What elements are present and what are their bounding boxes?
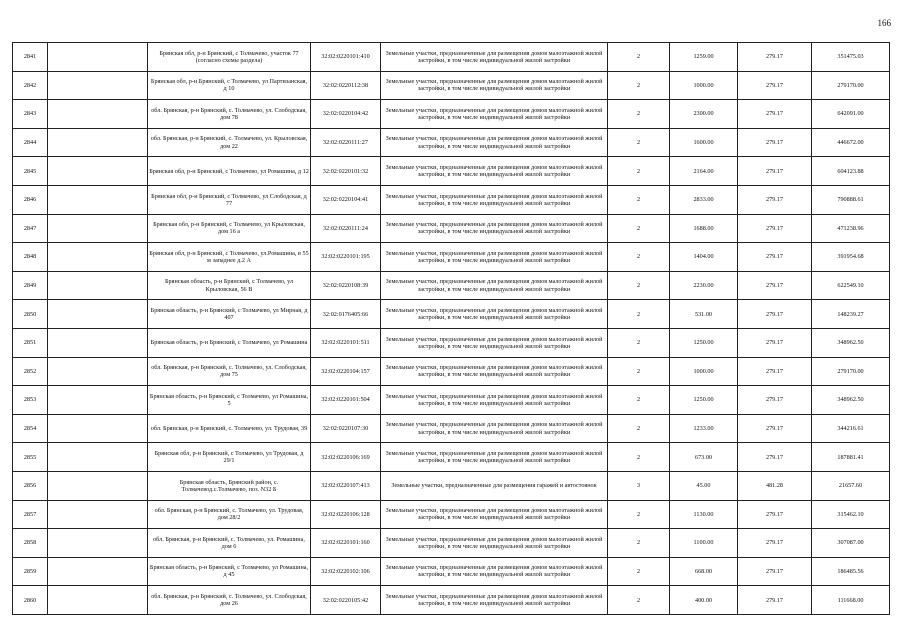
rate-cell: 279.17 xyxy=(738,557,812,586)
address-cell: Брянская обл, р-н Брянский, с Толмачево, ул Ромашина, д 12 xyxy=(148,157,311,186)
rate-cell: 279.17 xyxy=(738,71,812,100)
area-cell: 1250.00 xyxy=(670,386,738,415)
rate-cell: 279.17 xyxy=(738,128,812,157)
rate-cell: 279.17 xyxy=(738,185,812,214)
table-row xyxy=(13,414,890,443)
cadastral-cost-cell: 186485.56 xyxy=(812,557,890,586)
rate-cell: 279.17 xyxy=(738,386,812,415)
cadastral-number-cell: 32:02:0220104:157 xyxy=(311,357,381,386)
category-cell: 2 xyxy=(608,586,670,615)
table-row xyxy=(13,185,890,214)
cadastral-cost-cell: 471238.96 xyxy=(812,214,890,243)
address-cell: обл. Брянская, р-н Брянский, с. Толмачево, ул. Ромашина, дом 6 xyxy=(148,529,311,558)
row-number-cell: 2848 xyxy=(13,243,48,272)
cadastral-number-cell: 32:02:0220111:24 xyxy=(311,214,381,243)
address-cell: Брянская область, Брянский район, с. Толмачевод.с.Толмачево, поз. N32 Б xyxy=(148,471,311,500)
table-row xyxy=(13,100,890,129)
category-cell: 2 xyxy=(608,357,670,386)
land-use-cell: Земельные участки, предназначенные для размещения домов малоэтажной жилой застройки, в том числе индивидуальной жилой застройки xyxy=(381,157,608,186)
cadastral-cost-cell: 348962.50 xyxy=(812,328,890,357)
land-use-cell: Земельные участки, предназначенные для размещения домов малоэтажной жилой застройки, в том числе индивидуальной жилой застройки xyxy=(381,328,608,357)
cadastral-number-cell: 32:02:0176405:66 xyxy=(311,300,381,329)
area-cell: 1259.00 xyxy=(670,43,738,72)
rate-cell: 279.17 xyxy=(738,214,812,243)
category-cell: 2 xyxy=(608,243,670,272)
land-use-cell: Земельные участки, предназначенные для размещения домов малоэтажной жилой застройки, в том числе индивидуальной жилой застройки xyxy=(381,271,608,300)
table-row xyxy=(13,43,890,72)
empty-cell xyxy=(48,386,148,415)
cadastral-number-cell: 32:02:0220104:41 xyxy=(311,185,381,214)
row-number-cell: 2853 xyxy=(13,386,48,415)
rate-cell: 481.28 xyxy=(738,471,812,500)
address-cell: Брянская обл, р-н Брянский, с Толмачево, участок 77 (согласно схемы раздела) xyxy=(148,43,311,72)
cadastral-number-cell: 32:02:0220101:410 xyxy=(311,43,381,72)
empty-cell xyxy=(48,443,148,472)
cadastral-cost-cell: 351475.03 xyxy=(812,43,890,72)
empty-cell xyxy=(48,271,148,300)
empty-cell xyxy=(48,357,148,386)
category-cell: 2 xyxy=(608,214,670,243)
land-use-cell: Земельные участки, предназначенные для размещения домов малоэтажной жилой застройки, в том числе индивидуальной жилой застройки xyxy=(381,100,608,129)
address-cell: Брянская обл, р-н Брянский, с Толмачево, ул Партизанская, д 10 xyxy=(148,71,311,100)
row-number-cell: 2857 xyxy=(13,500,48,529)
row-number-cell: 2844 xyxy=(13,128,48,157)
rate-cell: 279.17 xyxy=(738,500,812,529)
land-use-cell: Земельные участки, предназначенные для размещения домов малоэтажной жилой застройки, в том числе индивидуальной жилой застройки xyxy=(381,443,608,472)
table-row xyxy=(13,471,890,500)
cadastral-number-cell: 32:02:0220106:169 xyxy=(311,443,381,472)
table-row xyxy=(13,500,890,529)
category-cell: 2 xyxy=(608,157,670,186)
rate-cell: 279.17 xyxy=(738,100,812,129)
cadastral-cost-cell: 111668.00 xyxy=(812,586,890,615)
category-cell: 2 xyxy=(608,414,670,443)
rate-cell: 279.17 xyxy=(738,43,812,72)
cadastral-cost-cell: 307087.00 xyxy=(812,529,890,558)
land-use-cell: Земельные участки, предназначенные для размещения домов малоэтажной жилой застройки, в том числе индивидуальной жилой застройки xyxy=(381,357,608,386)
land-use-cell: Земельные участки, предназначенные для размещения домов малоэтажной жилой застройки, в том числе индивидуальной жилой застройки xyxy=(381,128,608,157)
table-row xyxy=(13,529,890,558)
empty-cell xyxy=(48,243,148,272)
cadastral-cost-cell: 604123.88 xyxy=(812,157,890,186)
area-cell: 1404.00 xyxy=(670,243,738,272)
address-cell: обл. Брянская, р-н Брянский, с. Толмачево, ул. Слободская, дом 78 xyxy=(148,100,311,129)
rate-cell: 279.17 xyxy=(738,414,812,443)
empty-cell xyxy=(48,328,148,357)
empty-cell xyxy=(48,529,148,558)
cadastral-cost-cell: 446672.00 xyxy=(812,128,890,157)
row-number-cell: 2856 xyxy=(13,471,48,500)
area-cell: 2300.00 xyxy=(670,100,738,129)
row-number-cell: 2850 xyxy=(13,300,48,329)
cadastral-cost-cell: 279170.00 xyxy=(812,357,890,386)
empty-cell xyxy=(48,557,148,586)
address-cell: Брянская обл, р-н Брянский, с Толмачево, ул Слободская, д 77 xyxy=(148,185,311,214)
cadastral-number-cell: 32:02:0220101:160 xyxy=(311,529,381,558)
row-number-cell: 2852 xyxy=(13,357,48,386)
address-cell: Брянская область, р-н Брянский, с Толмачево, ул Ромашина xyxy=(148,328,311,357)
cadastral-cost-cell: 315462.10 xyxy=(812,500,890,529)
address-cell: обл. Брянская, р-н Брянский, с. Толмачево, ул. Трудовая, 39 xyxy=(148,414,311,443)
cadastral-number-cell: 32:02:0220107:413 xyxy=(311,471,381,500)
address-cell: Брянская область, р-н Брянский, с Толмачево, ул Крыловская, 56 В xyxy=(148,271,311,300)
row-number-cell: 2859 xyxy=(13,557,48,586)
row-number-cell: 2855 xyxy=(13,443,48,472)
table-row xyxy=(13,271,890,300)
category-cell: 2 xyxy=(608,386,670,415)
cadastral-number-cell: 32:02:0220111:27 xyxy=(311,128,381,157)
area-cell: 400.00 xyxy=(670,586,738,615)
address-cell: обл. Брянская, р-н Брянский, с. Толмачево, ул. Слободская, дом 26 xyxy=(148,586,311,615)
land-use-cell: Земельные участки, предназначенные для размещения домов малоэтажной жилой застройки, в том числе индивидуальной жилой застройки xyxy=(381,71,608,100)
rate-cell: 279.17 xyxy=(738,586,812,615)
empty-cell xyxy=(48,500,148,529)
address-cell: Брянская обл, р-н Брянский, с Толмачево, ул Трудовая, д 29/1 xyxy=(148,443,311,472)
cadastral-number-cell: 32:02:0220101:195 xyxy=(311,243,381,272)
land-use-cell: Земельные участки, предназначенные для размещения гаражей и автостоянок xyxy=(381,471,608,500)
row-number-cell: 2854 xyxy=(13,414,48,443)
area-cell: 45.00 xyxy=(670,471,738,500)
land-use-cell: Земельные участки, предназначенные для размещения домов малоэтажной жилой застройки, в том числе индивидуальной жилой застройки xyxy=(381,586,608,615)
cadastral-number-cell: 32:02:0220106:128 xyxy=(311,500,381,529)
table-row xyxy=(13,243,890,272)
area-cell: 668.00 xyxy=(670,557,738,586)
area-cell: 1100.00 xyxy=(670,529,738,558)
address-cell: Брянская обл, р-н Брянский, с Толмачево, ул.Ромашина, в 55 м западнее д.2 А xyxy=(148,243,311,272)
table-row xyxy=(13,300,890,329)
land-registry-table xyxy=(12,42,890,615)
land-use-cell: Земельные участки, предназначенные для размещения домов малоэтажной жилой застройки, в том числе индивидуальной жилой застройки xyxy=(381,529,608,558)
empty-cell xyxy=(48,157,148,186)
row-number-cell: 2842 xyxy=(13,71,48,100)
cadastral-cost-cell: 391954.68 xyxy=(812,243,890,272)
empty-cell xyxy=(48,185,148,214)
empty-cell xyxy=(48,300,148,329)
table-row xyxy=(13,357,890,386)
land-use-cell: Земельные участки, предназначенные для размещения домов малоэтажной жилой застройки, в том числе индивидуальной жилой застройки xyxy=(381,243,608,272)
area-cell: 1130.00 xyxy=(670,500,738,529)
page-number: 166 xyxy=(877,18,891,28)
rate-cell: 279.17 xyxy=(738,357,812,386)
area-cell: 1000.00 xyxy=(670,357,738,386)
cadastral-number-cell: 32:02:0220105:42 xyxy=(311,586,381,615)
cadastral-number-cell: 32:02:0220102:106 xyxy=(311,557,381,586)
empty-cell xyxy=(48,71,148,100)
area-cell: 2833.00 xyxy=(670,185,738,214)
table-row xyxy=(13,157,890,186)
table-row xyxy=(13,557,890,586)
land-use-cell: Земельные участки, предназначенные для размещения домов малоэтажной жилой застройки, в том числе индивидуальной жилой застройки xyxy=(381,300,608,329)
table-row xyxy=(13,214,890,243)
address-cell: Брянская область, р-н Брянский, с Толмачево, ул Мирная, д 407 xyxy=(148,300,311,329)
rate-cell: 279.17 xyxy=(738,328,812,357)
land-use-cell: Земельные участки, предназначенные для размещения домов малоэтажной жилой застройки, в том числе индивидуальной жилой застройки xyxy=(381,557,608,586)
empty-cell xyxy=(48,414,148,443)
cadastral-cost-cell: 344216.61 xyxy=(812,414,890,443)
category-cell: 2 xyxy=(608,529,670,558)
address-cell: обл. Брянская, р-н Брянский, с. Толмачево, ул. Слободская, дом 75 xyxy=(148,357,311,386)
table-row xyxy=(13,328,890,357)
land-use-cell: Земельные участки, предназначенные для размещения домов малоэтажной жилой застройки, в том числе индивидуальной жилой застройки xyxy=(381,214,608,243)
land-use-cell: Земельные участки, предназначенные для размещения домов малоэтажной жилой застройки, в том числе индивидуальной жилой застройки xyxy=(381,500,608,529)
cadastral-cost-cell: 21657.60 xyxy=(812,471,890,500)
rate-cell: 279.17 xyxy=(738,271,812,300)
cadastral-cost-cell: 642091.00 xyxy=(812,100,890,129)
address-cell: Брянская область, р-н Брянский, с Толмачево, ул Ромашина, 5 xyxy=(148,386,311,415)
category-cell: 3 xyxy=(608,471,670,500)
land-use-cell: Земельные участки, предназначенные для размещения домов малоэтажной жилой застройки, в том числе индивидуальной жилой застройки xyxy=(381,43,608,72)
category-cell: 2 xyxy=(608,128,670,157)
land-use-cell: Земельные участки, предназначенные для размещения домов малоэтажной жилой застройки, в том числе индивидуальной жилой застройки xyxy=(381,185,608,214)
row-number-cell: 2851 xyxy=(13,328,48,357)
empty-cell xyxy=(48,586,148,615)
cadastral-cost-cell: 790888.61 xyxy=(812,185,890,214)
category-cell: 2 xyxy=(608,71,670,100)
cadastral-number-cell: 32:02:0220108:39 xyxy=(311,271,381,300)
row-number-cell: 2846 xyxy=(13,185,48,214)
row-number-cell: 2841 xyxy=(13,43,48,72)
cadastral-number-cell: 32:02:0220104:42 xyxy=(311,100,381,129)
table-row xyxy=(13,586,890,615)
address-cell: Брянская область, р-н Брянский, с Толмачево, ул Ромашина, д 45 xyxy=(148,557,311,586)
empty-cell xyxy=(48,214,148,243)
table-row xyxy=(13,128,890,157)
address-cell: обл. Брянская, р-н Брянский, с. Толмачево, ул. Трудовая, дом 28/2 xyxy=(148,500,311,529)
row-number-cell: 2845 xyxy=(13,157,48,186)
area-cell: 2164.00 xyxy=(670,157,738,186)
area-cell: 2230.00 xyxy=(670,271,738,300)
cadastral-number-cell: 32:02:0220112:38 xyxy=(311,71,381,100)
area-cell: 1600.00 xyxy=(670,128,738,157)
cadastral-cost-cell: 622549.10 xyxy=(812,271,890,300)
row-number-cell: 2847 xyxy=(13,214,48,243)
category-cell: 2 xyxy=(608,271,670,300)
area-cell: 1250.00 xyxy=(670,328,738,357)
cadastral-number-cell: 32:02:0220101:504 xyxy=(311,386,381,415)
category-cell: 2 xyxy=(608,328,670,357)
table-row xyxy=(13,386,890,415)
rate-cell: 279.17 xyxy=(738,243,812,272)
cadastral-cost-cell: 348962.50 xyxy=(812,386,890,415)
category-cell: 2 xyxy=(608,500,670,529)
cadastral-cost-cell: 187881.41 xyxy=(812,443,890,472)
category-cell: 2 xyxy=(608,557,670,586)
empty-cell xyxy=(48,100,148,129)
category-cell: 2 xyxy=(608,43,670,72)
category-cell: 2 xyxy=(608,300,670,329)
category-cell: 2 xyxy=(608,443,670,472)
rate-cell: 279.17 xyxy=(738,529,812,558)
category-cell: 2 xyxy=(608,185,670,214)
area-cell: 531.00 xyxy=(670,300,738,329)
table-row xyxy=(13,71,890,100)
row-number-cell: 2860 xyxy=(13,586,48,615)
address-cell: обл. Брянская, р-н Брянский, с. Толмачево, ул. Крыловская, дом 22 xyxy=(148,128,311,157)
category-cell: 2 xyxy=(608,100,670,129)
cadastral-number-cell: 32:02:0220101:511 xyxy=(311,328,381,357)
row-number-cell: 2849 xyxy=(13,271,48,300)
area-cell: 1000.00 xyxy=(670,71,738,100)
rate-cell: 279.17 xyxy=(738,443,812,472)
cadastral-cost-cell: 279170.00 xyxy=(812,71,890,100)
row-number-cell: 2858 xyxy=(13,529,48,558)
rate-cell: 279.17 xyxy=(738,300,812,329)
rate-cell: 279.17 xyxy=(738,157,812,186)
empty-cell xyxy=(48,471,148,500)
area-cell: 1688.00 xyxy=(670,214,738,243)
area-cell: 673.00 xyxy=(670,443,738,472)
empty-cell xyxy=(48,43,148,72)
cadastral-number-cell: 32:02:0220107:30 xyxy=(311,414,381,443)
cadastral-cost-cell: 148239.27 xyxy=(812,300,890,329)
empty-cell xyxy=(48,128,148,157)
table-body xyxy=(13,43,890,615)
cadastral-number-cell: 32:02:0220101:32 xyxy=(311,157,381,186)
land-use-cell: Земельные участки, предназначенные для размещения домов малоэтажной жилой застройки, в том числе индивидуальной жилой застройки xyxy=(381,414,608,443)
land-use-cell: Земельные участки, предназначенные для размещения домов малоэтажной жилой застройки, в том числе индивидуальной жилой застройки xyxy=(381,386,608,415)
row-number-cell: 2843 xyxy=(13,100,48,129)
address-cell: Брянская обл, р-н Брянский, с Толмачево, ул Крыловская, дом 16 а xyxy=(148,214,311,243)
table-row xyxy=(13,443,890,472)
area-cell: 1233.00 xyxy=(670,414,738,443)
